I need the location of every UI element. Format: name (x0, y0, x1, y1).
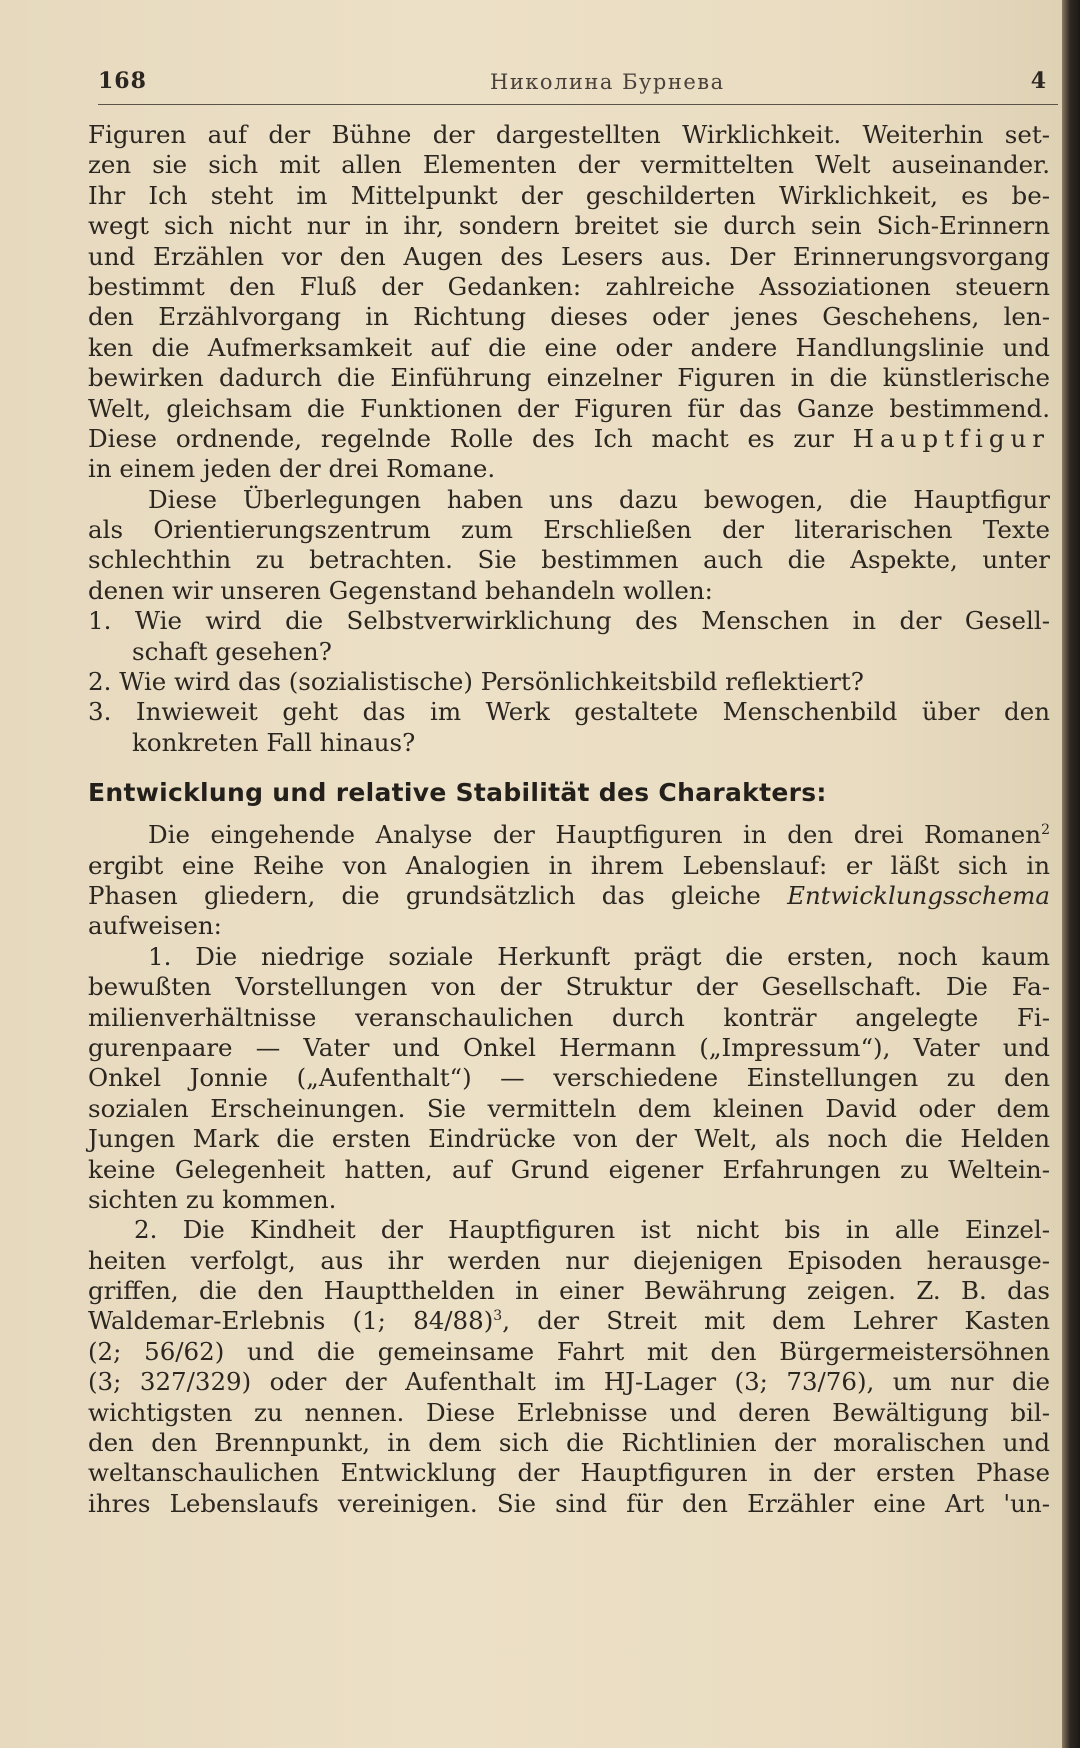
question-number: 2. (88, 667, 112, 697)
text-line: Diese Überlegungen haben uns dazu bewogen, die Hauptfigur (148, 484, 1050, 514)
text-line: sichten zu kommen. (88, 1184, 337, 1214)
text-line: heiten verfolgt, aus ihr werden nur diejenigen Episoden herausge- (88, 1245, 1050, 1275)
text-line (88, 820, 1050, 850)
question-item-1 (88, 606, 1050, 636)
section-heading: Entwicklung und relative Stabilität des Charakters: (88, 778, 827, 808)
page-number: 168 (98, 68, 147, 94)
footnote-marker: 2 (1041, 822, 1050, 839)
text-line: 2. Die Kindheit der Hauptfiguren ist nicht bis in alle Einzel- (134, 1215, 1050, 1245)
text-line: bewirken dadurch die Einführung einzelner Figuren in die künstlerische (88, 363, 1050, 393)
running-head-right-mark: 4 (1030, 68, 1046, 94)
text-line: (2; 56/62) und die gemeinsame Fahrt mit den Bürgermeistersöhnen (88, 1336, 1050, 1366)
text-fragment: Diese ordnende, regelnde Rolle des Ich macht es zur (88, 423, 834, 453)
question-item-3 (88, 697, 1050, 727)
question-item-2 (88, 667, 1050, 697)
text-line: gurenpaare — Vater und Onkel Hermann („Impressum“), Vater und (88, 1032, 1050, 1062)
text-fragment: Waldemar-Erlebnis (1; 84/88) (88, 1306, 494, 1336)
question-text: Wie wird das (sozialistische) Persönlichkeitsbild reflektiert? (119, 667, 864, 697)
header-rule (98, 104, 1058, 105)
question-text: Inwieweit geht das im Werk gestaltete Menschenbild über den (135, 697, 1050, 727)
text-line: den Erzählvorgang in Richtung dieses oder jenes Geschehens, len- (88, 302, 1050, 332)
text-line (88, 881, 1050, 911)
text-line: milienverhältnisse veranschaulichen durch konträr angelegte Fi- (88, 1002, 1050, 1032)
text-line: Figuren auf der Bühne der dargestellten Wirklichkeit. Weiterhin set- (88, 120, 1050, 149)
page-edge-shadow (1062, 0, 1080, 1748)
italic-term: Entwicklungsschema (787, 880, 1051, 910)
text-line: Ihr Ich steht im Mittelpunkt der geschilderten Wirklichkeit, es be- (88, 180, 1050, 210)
question-continuation: schaft gesehen? (132, 636, 332, 666)
text-line: sozialen Erscheinungen. Sie vermitteln dem kleinen David oder dem (88, 1093, 1050, 1123)
text-line: keine Gelegenheit hatten, auf Grund eigener Erfahrungen zu Weltein- (88, 1154, 1050, 1184)
text-line: bestimmt den Fluß der Gedanken: zahlreiche Assoziationen steuern (88, 271, 1050, 301)
text-line: den den Brennpunkt, in dem sich die Richtlinien der moralischen und (88, 1428, 1050, 1458)
spaced-emphasis: Hauptfigur (852, 423, 1050, 453)
text-line: wichtigsten zu nennen. Diese Erlebnisse und deren Bewältigung bil- (88, 1397, 1050, 1427)
text-line: und Erzählen vor den Augen des Lesers aus. Der Erinnerungsvorgang (88, 241, 1050, 271)
text-line: schlechthin zu betrachten. Sie bestimmen auch die Aspekte, unter (88, 545, 1050, 575)
text-fragment: Phasen gliedern, die grundsätzlich das gleiche (88, 880, 761, 910)
question-text: Wie wird die Selbstverwirklichung des Menschen in der Gesell- (134, 606, 1050, 636)
text-line: Onkel Jonnie („Aufenthalt“) — verschiedene Einstellungen zu den (88, 1063, 1050, 1093)
text-line: bewußten Vorstellungen von der Struktur der Gesellschaft. Die Fa- (88, 972, 1050, 1002)
text-line: ergibt eine Reihe von Analogien in ihrem Lebenslauf: er läßt sich in (88, 850, 1050, 880)
text-line: weltanschaulichen Entwicklung der Hauptfiguren in der ersten Phase (88, 1458, 1050, 1488)
text-line: Jungen Mark die ersten Eindrücke von der Welt, als noch die Helden (88, 1124, 1050, 1154)
text-line: 1. Die niedrige soziale Herkunft prägt die ersten, noch kaum (148, 941, 1050, 971)
text-line: wegt sich nicht nur in ihr, sondern breitet sie durch sein Sich-Erinnern (88, 211, 1050, 241)
text-fragment: , der Streit mit dem Lehrer Kasten (502, 1306, 1050, 1336)
text-line: in einem jeden der drei Romane. (88, 454, 496, 484)
running-head (98, 68, 1058, 108)
text-line: (3; 327/329) oder der Aufenthalt im HJ-Lager (3; 73/76), um nur die (88, 1367, 1050, 1397)
text-line: griffen, die den Hauptthelden in einer Bewährung zeigen. Z. B. das (88, 1276, 1050, 1306)
text-line: aufweisen: (88, 911, 222, 941)
text-line: denen wir unseren Gegenstand behandeln wollen: (88, 575, 713, 605)
running-head-author: Николина Бурнева (490, 70, 725, 94)
question-number: 3. (88, 697, 112, 727)
text-line: ihres Lebenslaufs vereinigen. Sie sind für den Erzähler eine Art 'un- (88, 1488, 1050, 1518)
text-line: Welt, gleichsam die Funktionen der Figuren für das Ganze bestimmend. (88, 393, 1050, 423)
text-line-hauptfigur (88, 424, 1050, 454)
question-continuation: konkreten Fall hinaus? (132, 727, 416, 757)
text-line (88, 1306, 1050, 1336)
text-line: als Orientierungszentrum zum Erschließen der literarischen Texte (88, 515, 1050, 545)
footnote-marker: 3 (493, 1308, 503, 1325)
text-body (88, 120, 1050, 1519)
text-fragment: Die eingehende Analyse der Hauptfiguren in den drei Romanen (148, 820, 1042, 850)
question-number: 1. (88, 606, 112, 636)
text-line: ken die Aufmerksamkeit auf die eine oder andere Handlungslinie und (88, 332, 1050, 362)
text-line: zen sie sich mit allen Elementen der vermittelten Welt auseinander. (88, 150, 1050, 180)
